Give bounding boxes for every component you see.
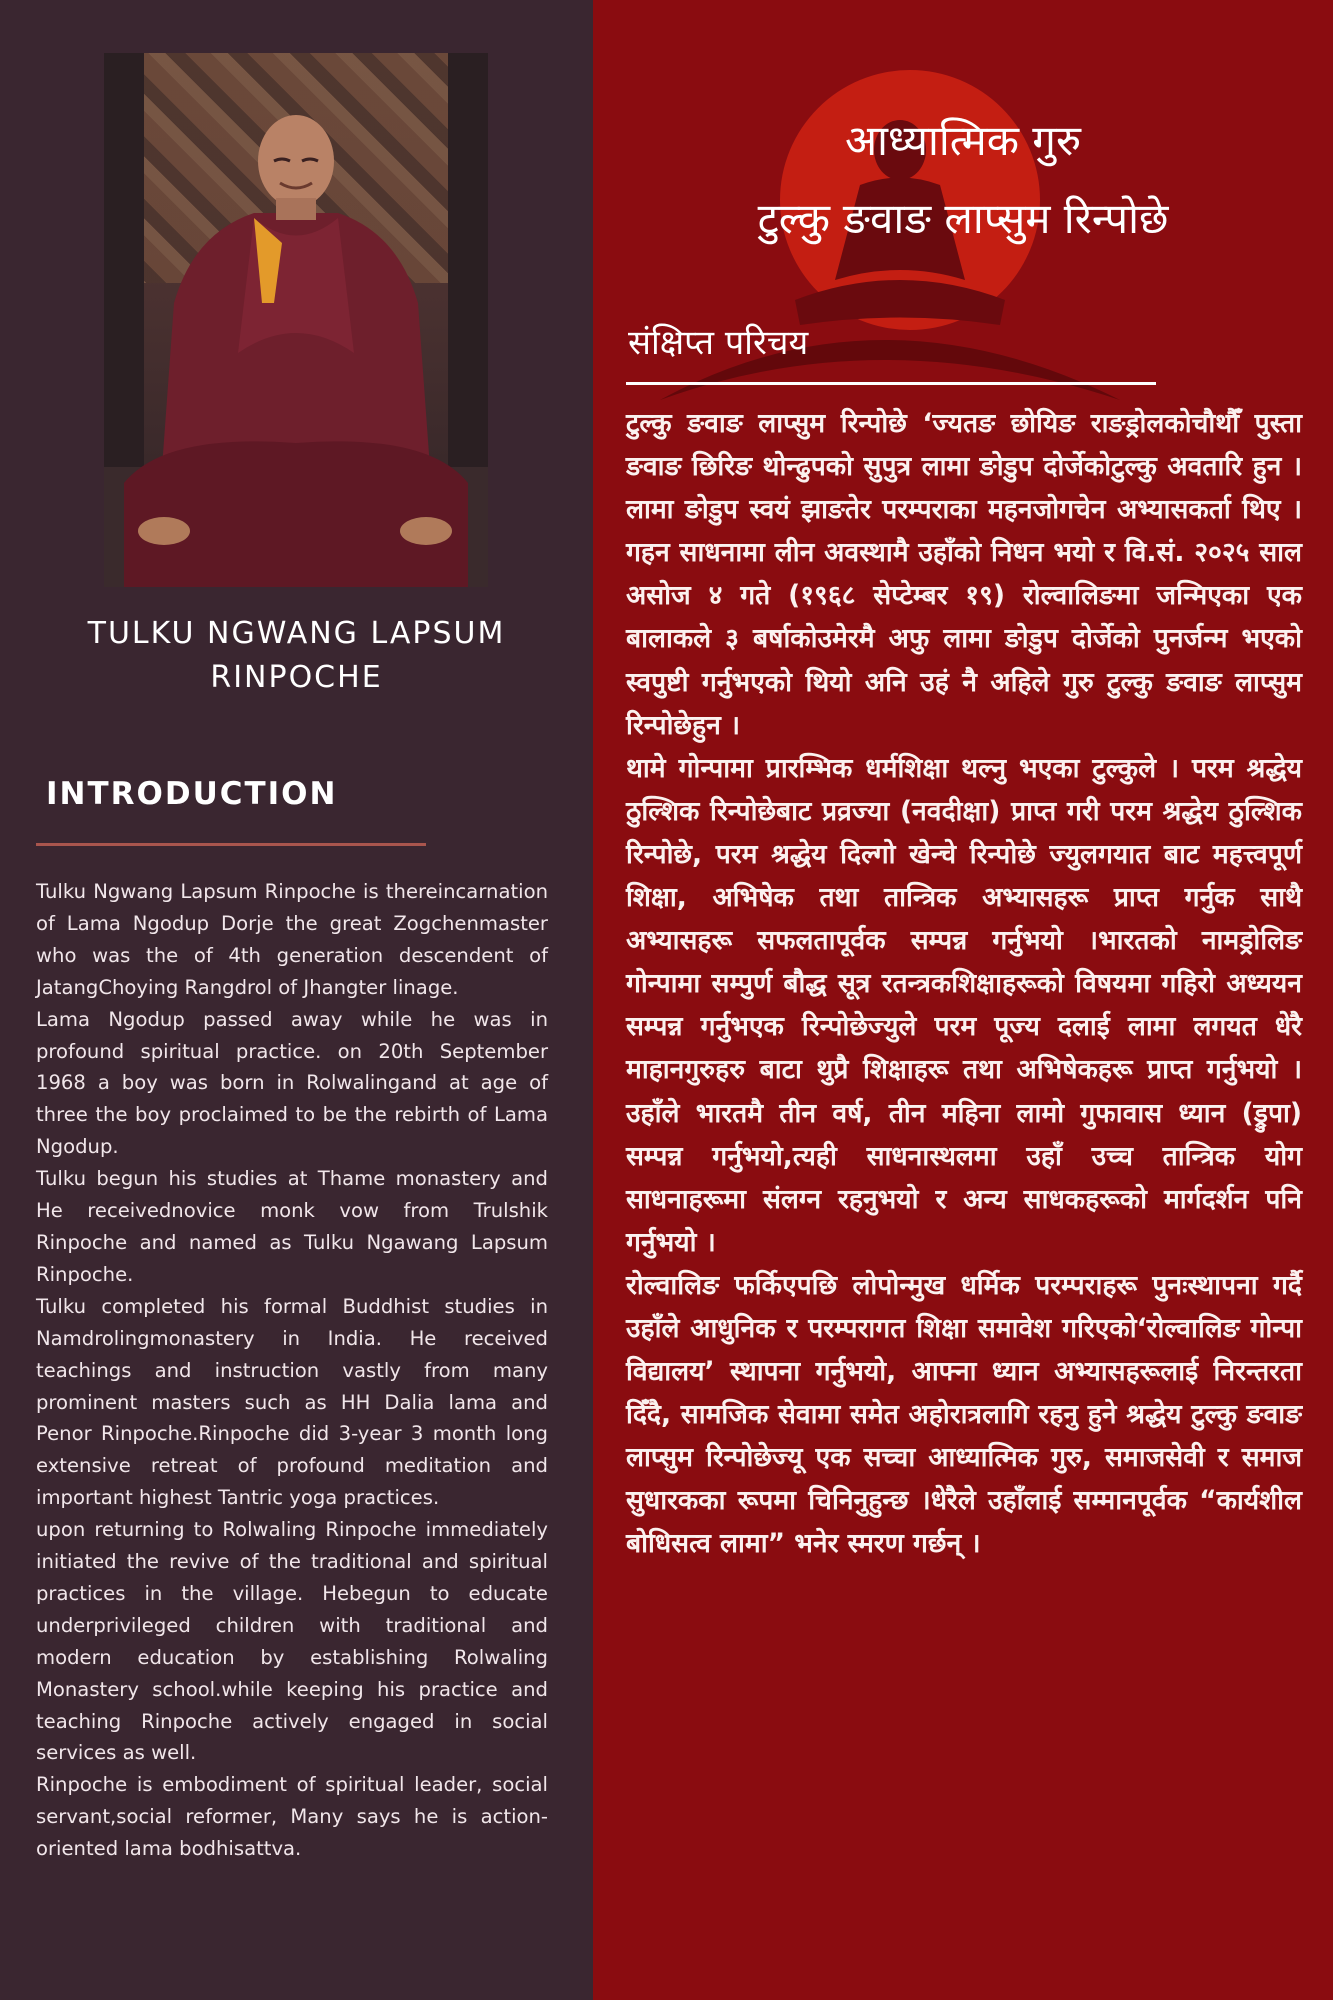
intro-paragraph: Lama Ngodup passed away while he was in profound spiritual practice. on 20th September 1968 a boy was born in Rolwalingand at age of three the boy proclaimed to be the rebirth of Lama Ngodup.: [36, 1007, 548, 1159]
name-caption: TULKU NGWANG LAPSUM RINPOCHE: [87, 616, 506, 695]
introduction-rule: [36, 843, 426, 846]
left-panel: [0, 0, 593, 2000]
nepali-body: [626, 402, 1302, 1566]
summary-rule: [626, 382, 1156, 385]
nepali-paragraph: टुल्कु ङवाङ लाप्सुम रिन्पोछे ‘ज्यतङ छोयिङ राङड्रोलकोचौथौँ पुस्ता ङवाङ छिरिङ थोन्ढुपको सुपुत्र लामा ङोडुप दोर्जेकोटुल्कु अवतारि हुन । लामा ङोडुप स्वयं झाङतेर परम्पराका महनजोगचेन अभ्यासकर्ता थिए । गहन साधनामा लीन अवस्थामै उहाँको निधन भयो र वि.सं. २०२५ साल असोज ४ गते (१९६८ सेप्टेम्बर १९) रोल्वालिङमा जन्मिएका एक बालाकले ३ बर्षाकोउमेरमै अफु लामा ङोडुप दोर्जेको पुनर्जन्म भएको स्वपुष्टी गर्नुभएको थियो अनि उहं नै अहिले गुरु टुल्कु ङवाङ लाप्सुम रिन्पोछेहुन ।: [626, 408, 1302, 741]
nepali-paragraph: रोल्वालिङ फर्किएपछि लोपोन्मुख धर्मिक परम्पराहरू पुनःस्थापना गर्दै उहाँले आधुनिक र परम्परागत शिक्षा समावेश गरिएको‘रोल्वालिङ गोन्पा विद्यालय’ स्थापना गर्नुभयो, आफ्ना ध्यान अभ्यासहरूलाई निरन्तरता दिँदै, सामजिक सेवामा समेत अहोरात्रलागि रहनु हुने श्रद्धेय टुल्कु ङवाङ लाप्सुम रिन्पोछेज्यू एक सच्चा आध्यात्मिक गुरु, समाजसेवी र समाज सुधारकका रूपमा चिनिनुहुन्छ ।धेरैले उहाँलाई सम्मानपूर्वक “कार्यशील बोधिसत्व लामा” भनेर स्मरण गर्छन् ।: [626, 1269, 1302, 1560]
title-line-1: आध्यात्मिक गुरु: [844, 116, 1082, 165]
introduction-heading: INTRODUCTION: [46, 776, 338, 812]
introduction-body: [36, 876, 548, 1865]
seated-monk-figure: [104, 53, 488, 587]
intro-paragraph: upon returning to Rolwaling Rinpoche immediately initiated the revive of the traditional and spiritual practices in the village. Hebegun to educate underprivileged children with traditional and modern education by establishing Rolwaling Monastery school.while keeping his practice and teaching Rinpoche actively engaged in social services as well.: [36, 1518, 548, 1765]
page-title: [593, 102, 1333, 258]
title-line-2: टुल्कु ङवाङ लाप्सुम रिन्पोछे: [757, 194, 1169, 243]
nepali-paragraph: थामे गोन्पामा प्रारम्भिक धर्मशिक्षा थल्नु भएका टुल्कुले । परम श्रद्धेय ठुल्शिक रिन्पोछेबाट प्रव्रज्या (नवदीक्षा) प्राप्त गरी परम श्रद्धेय ठुल्शिक रिन्पोछे, परम श्रद्धेय दिल्गो खेन्चे रिन्पोछे ज्युलगयात बाट महत्त्वपूर्ण शिक्षा, अभिषेक तथा तान्त्रिक अभ्यासहरू प्राप्त गर्नुक साथै अभ्यासहरू सफलतापूर्वक सम्पन्न गर्नुभयो ।भारतको नामड्रोलिङ गोन्पामा सम्पुर्ण बौद्ध सूत्र रतन्त्रकशिक्षाहरूको विषयमा गहिरो अध्ययन सम्पन्न गर्नुभएक रिन्पोछेज्युले परम पूज्य दलाई लामा लगयत धेरै माहानगुरुहरु बाटा थुप्रै शिक्षाहरू तथा अभिषेकहरू प्राप्त गर्नुभयो । उहाँले भारतमै तीन वर्ष, तीन महिना लामो गुफावास ध्यान (ड्रुपा) सम्पन्न गर्नुभयो,त्यही साधनास्थलमा उहाँ उच्च तान्त्रिक योग साधनाहरूमा संलग्न रहनुभयो र अन्य साधकहरूको मार्गदर्शन पनि गर्नुभयो ।: [626, 752, 1302, 1258]
intro-paragraph: Tulku Ngwang Lapsum Rinpoche is thereincarnation of Lama Ngodup Dorje the great Zogchenmaster who was the of 4th generation descendent of JatangChoying Rangdrol of Jhangter linage.: [36, 880, 548, 999]
intro-paragraph: Tulku completed his formal Buddhist studies in Namdrolingmonastery in India. He received teachings and instruction vastly from many prominent masters such as HH Dalia lama and Penor Rinpoche.Rinpoche did 3-year 3 month long extensive retreat of profound meditation and important highest Tantric yoga practices.: [36, 1294, 548, 1510]
intro-paragraph: Tulku begun his studies at Thame monastery and He receivednovice monk vow from Trulshik Rinpoche and named as Tulku Ngawang Lapsum Rinpoche.: [36, 1167, 548, 1286]
intro-paragraph: Rinpoche is embodiment of spiritual leader, social servant,social reformer, Many says he is action-oriented lama bodhisattva.: [36, 1773, 548, 1861]
portrait-photo: [104, 53, 488, 587]
summary-heading: संक्षिप्त परिचय: [628, 323, 809, 363]
